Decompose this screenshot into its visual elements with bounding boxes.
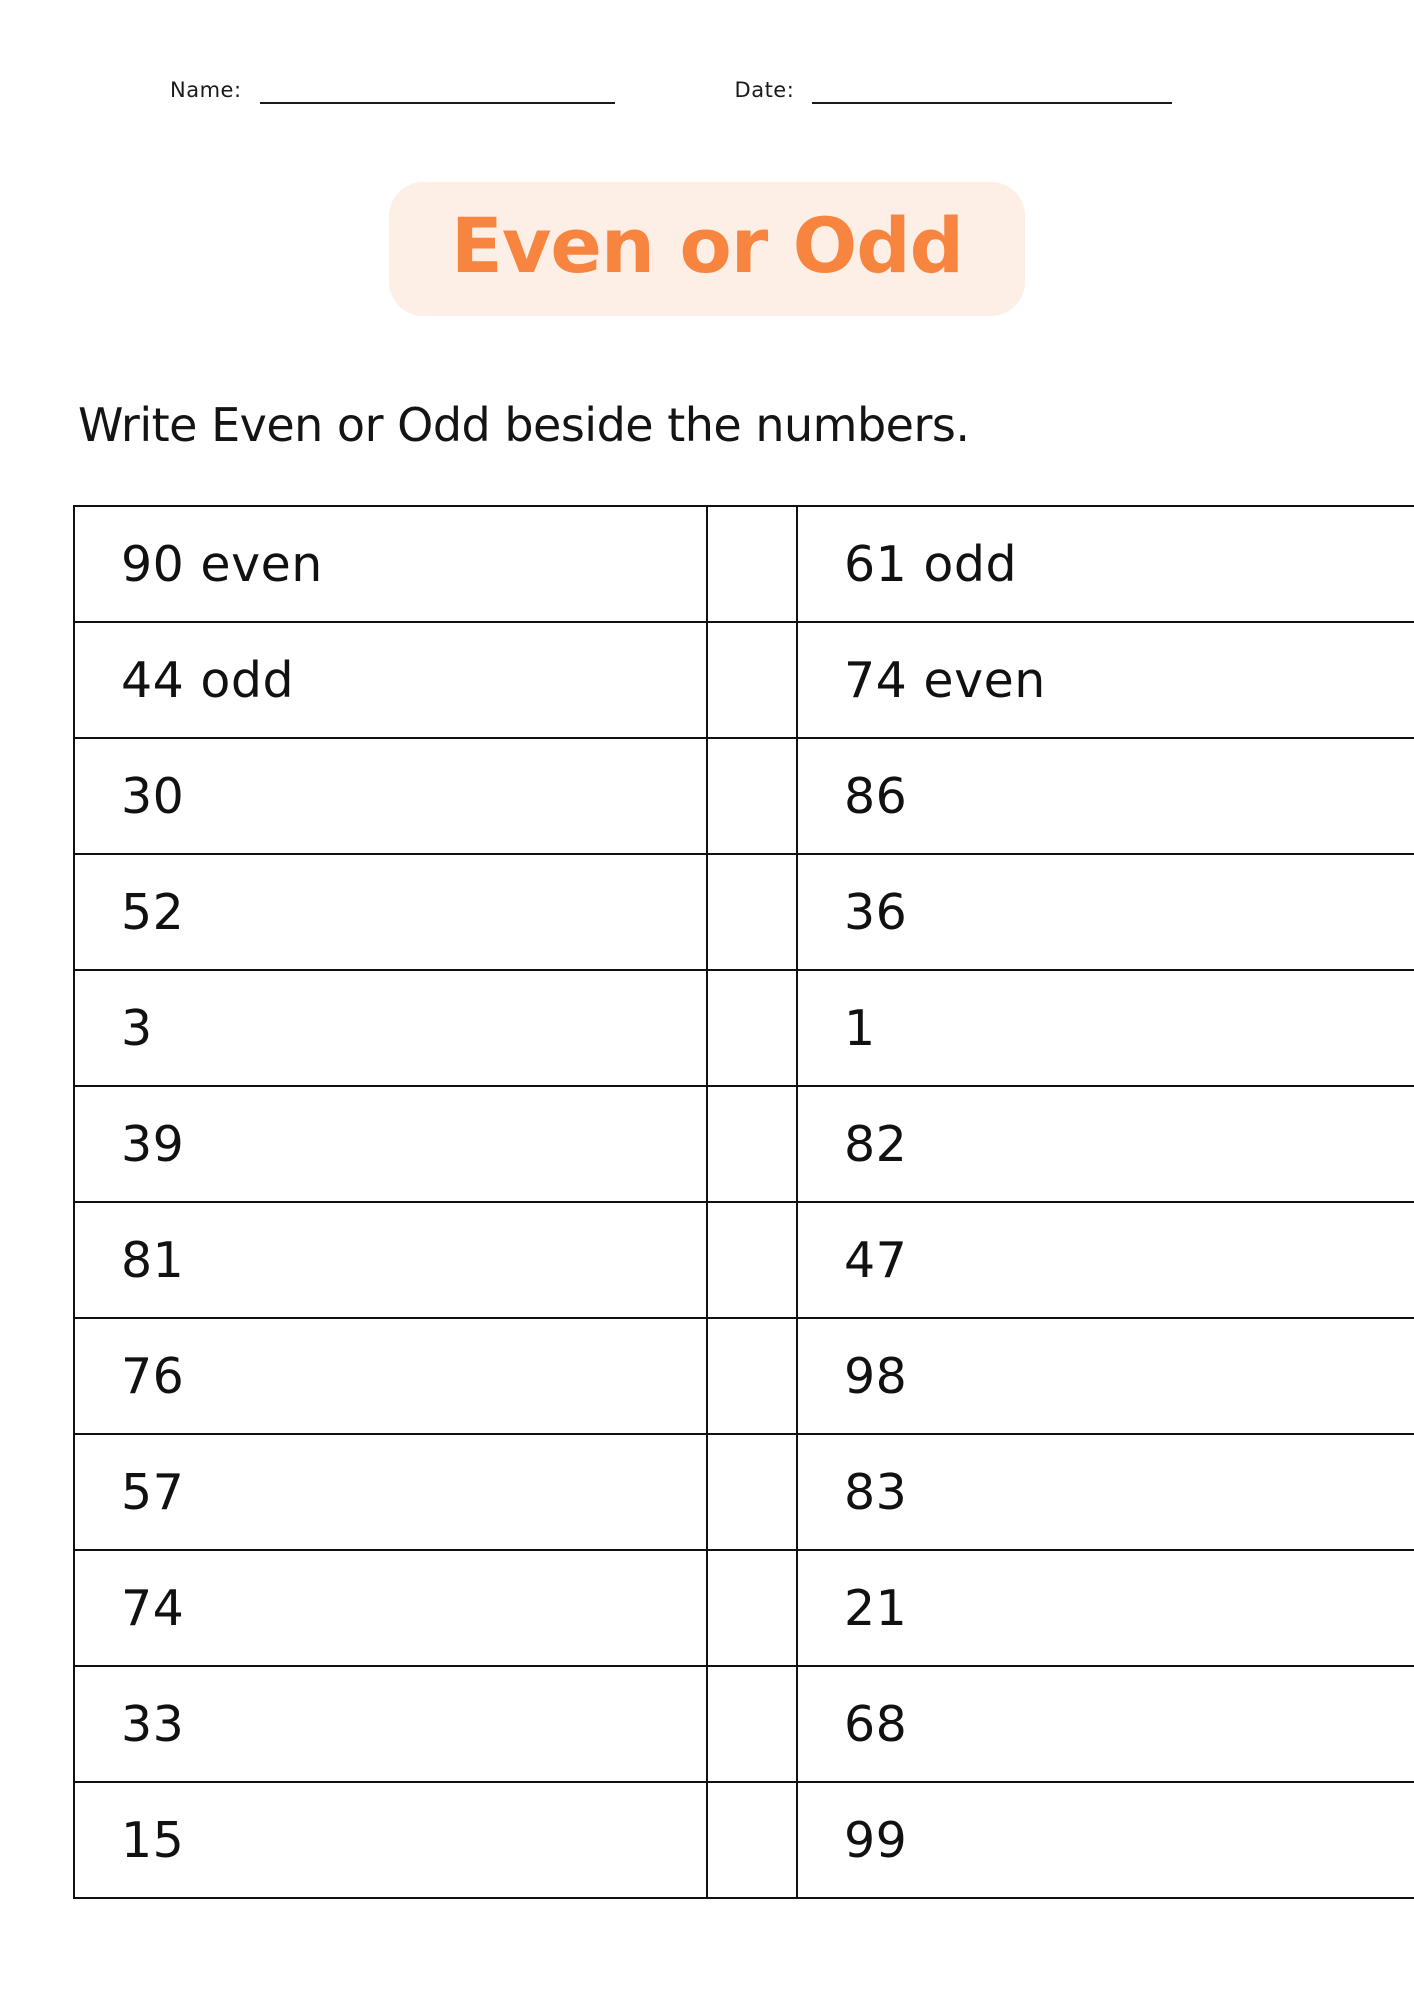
answer-cell-right[interactable]: 86 bbox=[797, 738, 1414, 854]
spacer-cell bbox=[707, 1666, 797, 1782]
answer-cell-left[interactable]: 52 bbox=[74, 854, 707, 970]
spacer-cell bbox=[707, 1318, 797, 1434]
student-info-row bbox=[170, 78, 1260, 104]
spacer-cell bbox=[707, 1550, 797, 1666]
name-field[interactable] bbox=[170, 78, 615, 104]
title-pill bbox=[389, 182, 1025, 316]
table-row bbox=[74, 1782, 1414, 1898]
table-row bbox=[74, 738, 1414, 854]
answer-cell-right[interactable]: 99 bbox=[797, 1782, 1414, 1898]
answers-table-body bbox=[74, 506, 1414, 1898]
answer-cell-right[interactable]: 68 bbox=[797, 1666, 1414, 1782]
table-row bbox=[74, 1434, 1414, 1550]
answer-cell-left[interactable]: 76 bbox=[74, 1318, 707, 1434]
answer-cell-left[interactable]: 90 even bbox=[74, 506, 707, 622]
spacer-cell bbox=[707, 1434, 797, 1550]
answer-cell-right[interactable]: 61 odd bbox=[797, 506, 1414, 622]
spacer-cell bbox=[707, 1086, 797, 1202]
spacer-cell bbox=[707, 622, 797, 738]
answer-cell-right[interactable]: 98 bbox=[797, 1318, 1414, 1434]
name-label: Name: bbox=[170, 78, 242, 102]
table-row bbox=[74, 1202, 1414, 1318]
answer-cell-right[interactable]: 83 bbox=[797, 1434, 1414, 1550]
date-input-line[interactable] bbox=[812, 82, 1172, 104]
spacer-cell bbox=[707, 970, 797, 1086]
answer-cell-left[interactable]: 15 bbox=[74, 1782, 707, 1898]
answers-table bbox=[73, 505, 1414, 1899]
table-row bbox=[74, 1318, 1414, 1434]
table-row bbox=[74, 622, 1414, 738]
answer-cell-left[interactable]: 74 bbox=[74, 1550, 707, 1666]
page-title: Even or Odd bbox=[450, 201, 964, 290]
answer-cell-left[interactable]: 81 bbox=[74, 1202, 707, 1318]
answer-cell-right[interactable]: 74 even bbox=[797, 622, 1414, 738]
table-row bbox=[74, 854, 1414, 970]
table-row bbox=[74, 970, 1414, 1086]
date-field[interactable] bbox=[735, 78, 1173, 104]
answer-cell-left[interactable]: 30 bbox=[74, 738, 707, 854]
answer-cell-right[interactable]: 82 bbox=[797, 1086, 1414, 1202]
answer-cell-right[interactable]: 47 bbox=[797, 1202, 1414, 1318]
answer-cell-left[interactable]: 3 bbox=[74, 970, 707, 1086]
spacer-cell bbox=[707, 1202, 797, 1318]
title-area bbox=[0, 182, 1414, 316]
table-row bbox=[74, 1550, 1414, 1666]
answer-cell-left[interactable]: 44 odd bbox=[74, 622, 707, 738]
answer-cell-left[interactable]: 33 bbox=[74, 1666, 707, 1782]
answer-cell-right[interactable]: 36 bbox=[797, 854, 1414, 970]
answer-cell-right[interactable]: 21 bbox=[797, 1550, 1414, 1666]
answer-cell-left[interactable]: 57 bbox=[74, 1434, 707, 1550]
instruction-text: Write Even or Odd beside the numbers. bbox=[78, 398, 970, 452]
date-label: Date: bbox=[734, 78, 795, 102]
table-row bbox=[74, 506, 1414, 622]
spacer-cell bbox=[707, 738, 797, 854]
spacer-cell bbox=[707, 1782, 797, 1898]
table-row bbox=[74, 1086, 1414, 1202]
table-row bbox=[74, 1666, 1414, 1782]
answer-cell-left[interactable]: 39 bbox=[74, 1086, 707, 1202]
answer-cell-right[interactable]: 1 bbox=[797, 970, 1414, 1086]
spacer-cell bbox=[707, 854, 797, 970]
spacer-cell bbox=[707, 506, 797, 622]
name-input-line[interactable] bbox=[260, 82, 615, 104]
